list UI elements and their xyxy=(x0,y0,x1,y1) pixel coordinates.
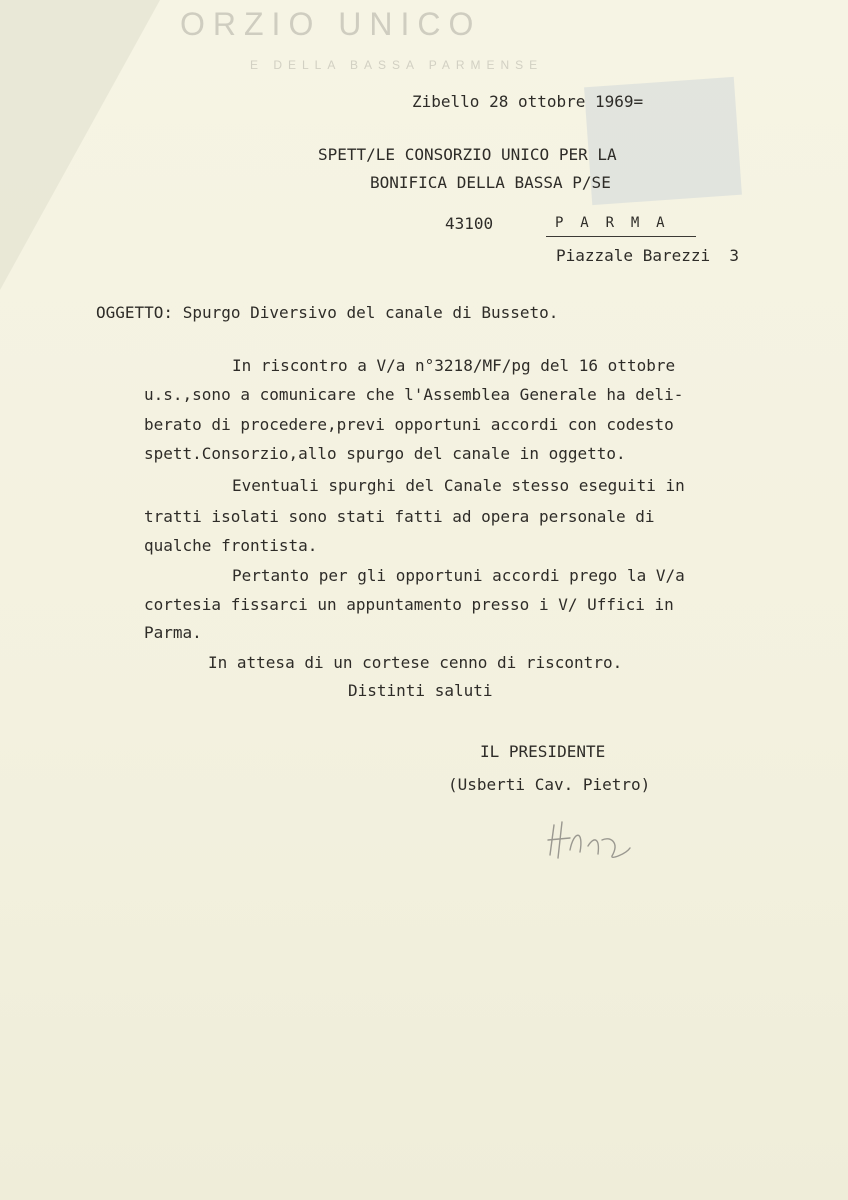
body-line-5: Eventuali spurghi del Canale stesso eseguiti in xyxy=(232,476,685,495)
handwritten-signature xyxy=(540,810,640,870)
paper-fold-shadow xyxy=(0,0,160,290)
closing-line: In attesa di un cortese cenno di riscontro. xyxy=(208,653,623,672)
body-line-4: spett.Consorzio,allo spurgo del canale in oggetto. xyxy=(144,444,626,463)
signature-name: (Usberti Cav. Pietro) xyxy=(448,775,651,794)
body-line-8: Pertanto per gli opportuni accordi prego la V/a xyxy=(232,566,685,585)
body-line-7: qualche frontista. xyxy=(144,536,318,555)
body-line-6: tratti isolati sono stati fatti ad opera personale di xyxy=(144,507,655,526)
body-line-1: In riscontro a V/a n°3218/MF/pg del 16 ottobre xyxy=(232,356,676,375)
bleed-through-subheading: E DELLA BASSA PARMENSE xyxy=(250,58,544,72)
postcode: 43100 xyxy=(445,214,494,233)
letter-date: Zibello 28 ottobre 1969= xyxy=(412,92,644,111)
salutation: Distinti saluti xyxy=(348,681,493,700)
recipient-line-2: BONIFICA DELLA BASSA P/SE xyxy=(370,173,611,192)
body-line-10: Parma. xyxy=(144,623,202,642)
body-line-9: cortesia fissarci un appuntamento presso i V/ Uffici in xyxy=(144,595,674,614)
street-address: Piazzale Barezzi 3 xyxy=(556,246,740,265)
city: P A R M A xyxy=(555,215,665,231)
body-line-3: berato di procedere,previ opportuni accordi con codesto xyxy=(144,415,674,434)
recipient-line-1: SPETT/LE CONSORZIO UNICO PER LA xyxy=(318,145,617,164)
signature-title: IL PRESIDENTE xyxy=(480,742,606,761)
city-underline xyxy=(546,236,696,237)
bleed-through-heading: ORZIO UNICO xyxy=(180,6,482,42)
body-line-2: u.s.,sono a comunicare che l'Assemblea Generale ha deli- xyxy=(144,385,684,404)
subject-line: OGGETTO: Spurgo Diversivo del canale di Busseto. xyxy=(96,303,559,322)
